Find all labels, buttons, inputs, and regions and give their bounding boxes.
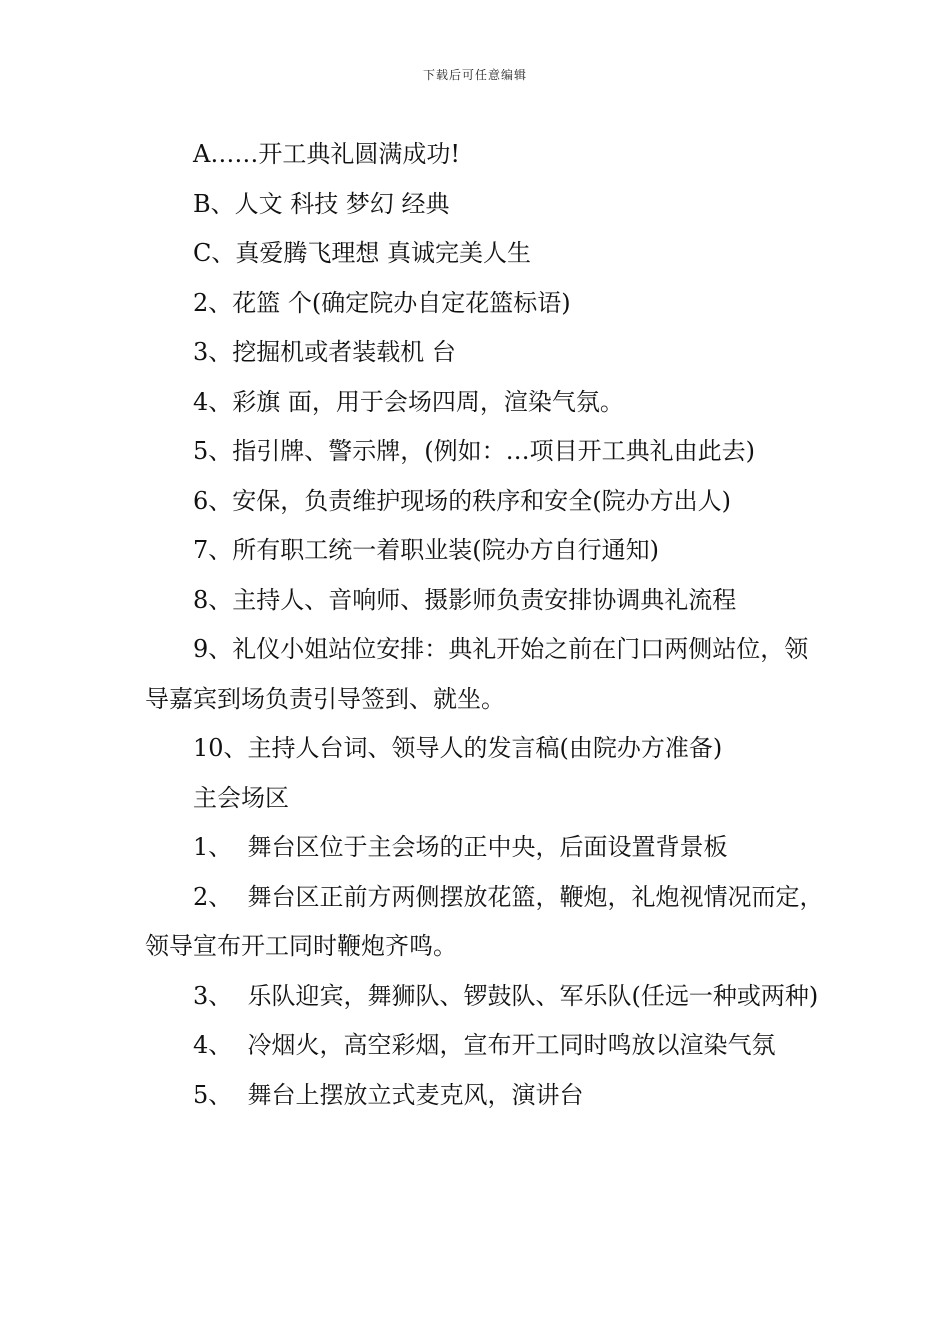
paragraph-item-10: 10、主持人台词、领导人的发言稿(由院办方准备) [193,734,723,762]
venue-item-3: 3、 乐队迎宾，舞狮队、锣鼓队、军乐队(任远一种或两种) [193,981,819,1010]
paragraph-item-9: 9、礼仪小姐站位安排：典礼开始之前在门口两侧站位，领导嘉宾到场负责引导签到、就坐。 [145,635,809,713]
paragraph-item-4: 4、彩旗 面，用于会场四周，渲染气氛。 [193,387,624,416]
paragraph-item-7: 7、所有职工统一着职业装(院办方自行通知) [193,536,659,564]
venue-item-2: 2、 舞台区正前方两侧摆放花篮，鞭炮，礼炮视情况而定，领导宣布开工同时鞭炮齐鸣。 [145,882,824,960]
paragraph-b: B、人文 科技 梦幻 经典 [193,189,450,218]
paragraph-item-3: 3、挖掘机或者装载机 台 [193,338,456,366]
paragraph-item-8: 8、主持人、音响师、摄影师负责安排协调典礼流程 [193,585,737,614]
paragraph-item-6: 6、安保，负责维护现场的秩序和安全(院办方出人) [193,486,731,515]
venue-item-1: 1、 舞台区位于主会场的正中央，后面设置背景板 [193,833,728,861]
paragraph-item-5: 5、指引牌、警示牌，(例如：…项目开工典礼由此去) [193,437,755,465]
paragraph-c: C、真爱腾飞理想 真诚完美人生 [193,239,531,267]
section-heading-main-venue: 主会场区 [193,783,289,812]
header-note: 下载后可任意编辑 [422,68,527,82]
paragraph-a: A……开工典礼圆满成功! [193,140,460,168]
venue-item-5: 5、 舞台上摆放立式麦克风，演讲台 [193,1080,584,1109]
paragraph-item-2: 2、花篮 个(确定院办自定花篮标语) [193,288,571,317]
venue-item-4: 4、 冷烟火，高空彩烟，宣布开工同时鸣放以渲染气氛 [193,1031,776,1059]
document-body [145,130,825,1120]
